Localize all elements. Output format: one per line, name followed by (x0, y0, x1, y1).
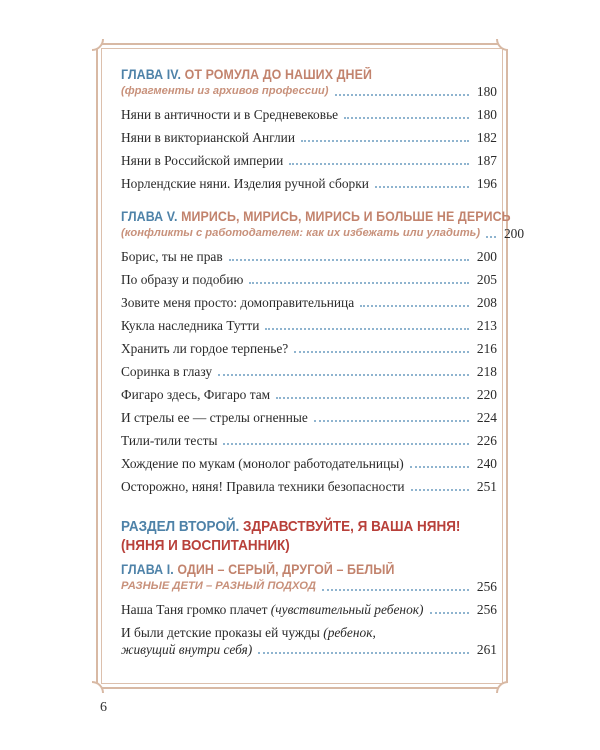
page-ref: 208 (476, 295, 497, 310)
toc-entry[interactable] (121, 248, 497, 265)
toc-entry[interactable] (121, 271, 497, 288)
table-of-contents (121, 66, 525, 658)
leader-dots (430, 612, 470, 614)
chapter-4-label: ГЛАВА IV. (121, 67, 185, 82)
leader-dots (344, 117, 469, 119)
chapter-5-name: МИРИСЬ, МИРИСЬ, МИРИСЬ И БОЛЬШЕ НЕ ДЕРИСЬ (181, 209, 511, 224)
chapter-4-subtitle-row[interactable] (121, 83, 497, 100)
toc-entry[interactable] (121, 363, 497, 380)
toc-entry-text: Няни в античности и в Средневековье (121, 107, 339, 122)
chapter-4-name: ОТ РОМУЛА ДО НАШИХ ДНЕЙ (184, 67, 373, 82)
toc-entry[interactable] (121, 175, 497, 192)
page-ref: 220 (476, 387, 497, 402)
toc-entry-text: Тили-тили тесты (121, 433, 218, 448)
page-ref: 187 (476, 153, 497, 168)
toc-entry[interactable] (121, 409, 497, 426)
leader-dots (375, 186, 469, 188)
chapter-4-title (121, 66, 467, 83)
page-ref: 180 (476, 107, 497, 122)
page-ref: 218 (476, 364, 497, 379)
toc-entry-text: Соринка в глазу (121, 364, 213, 379)
toc-entry-text: Хождение по мукам (монолог работодательницы) (121, 456, 404, 471)
chapter-1-subtitle: РАЗНЫЕ ДЕТИ – РАЗНЫЙ ПОДХОД (121, 580, 316, 592)
toc-entry[interactable] (121, 106, 497, 123)
page-ref: 240 (476, 456, 497, 471)
leader-dots (258, 652, 469, 654)
leader-dots (229, 259, 469, 261)
page-ref: 200 (476, 249, 497, 264)
leader-dots (249, 282, 469, 284)
page-ref: 216 (476, 341, 497, 356)
page-ref: 251 (476, 479, 497, 494)
leader-dots (322, 589, 469, 591)
leader-dots (360, 305, 469, 307)
chapter-1-subtitle-row[interactable] (121, 578, 497, 595)
toc-entry-text: Норлендские няни. Изделия ручной сборки (121, 176, 369, 191)
chapter-1-name: ОДИН – СЕРЫЙ, ДРУГОЙ – БЕЛЫЙ (177, 562, 395, 577)
section-2-title-line-2 (121, 536, 459, 555)
toc-entry-line-1 (121, 624, 497, 641)
page-ref: 200 (503, 226, 525, 241)
toc-entry-text: И стрелы ее — стрелы огненные (121, 410, 308, 425)
page-ref: 205 (476, 272, 497, 287)
toc-entry-text: Фигаро здесь, Фигаро там (121, 387, 271, 402)
page-ref: 224 (476, 410, 497, 425)
toc-entry-text (121, 601, 424, 618)
toc-entry-text: Хранить ли гордое терпенье? (121, 341, 289, 356)
page-ref: 180 (476, 84, 497, 99)
toc-entry-note: (чувствительный ребенок) (270, 602, 424, 617)
page-ref: 226 (476, 433, 497, 448)
leader-dots (301, 140, 469, 142)
leader-dots (410, 466, 469, 468)
toc-entry-text: Няни в викторианской Англии (121, 130, 295, 145)
toc-entry-text: Борис, ты не прав (121, 249, 223, 264)
toc-entry-note: (ребенок, (323, 625, 376, 640)
page-ref: 256 (476, 602, 497, 617)
chapter-4-subtitle: (фрагменты из архивов профессии) (121, 85, 329, 97)
section-2-name-cont: (НЯНЯ И ВОСПИТАННИК) (121, 537, 290, 554)
page-ref: 182 (476, 130, 497, 145)
leader-dots (223, 443, 469, 445)
toc-entry[interactable] (121, 455, 497, 472)
toc-entry[interactable] (121, 432, 497, 449)
toc-entry-note-cont: живущий внутри себя) (121, 642, 253, 657)
chapter-1-title (121, 561, 467, 578)
toc-entry-main: Наша Таня громко плачет (121, 602, 271, 617)
toc-entry-text: Зовите меня просто: домоправительница (121, 295, 355, 310)
section-2-label: РАЗДЕЛ ВТОРОЙ. (121, 518, 244, 535)
leader-dots (276, 397, 469, 399)
leader-dots (314, 420, 469, 422)
toc-entry[interactable] (121, 317, 497, 334)
toc-entry[interactable] (121, 129, 497, 146)
leader-dots (411, 489, 469, 491)
toc-entry-line-2 (121, 641, 497, 658)
toc-entry[interactable] (121, 478, 497, 495)
leader-dots (265, 328, 469, 330)
chapter-5-title (121, 208, 511, 225)
toc-entry-main: И были детские проказы ей чужды (121, 625, 324, 640)
page-ref: 256 (476, 579, 497, 594)
chapter-1-label: ГЛАВА I. (121, 562, 178, 577)
leader-dots (218, 374, 469, 376)
toc-entry[interactable] (121, 601, 497, 618)
leader-dots (486, 236, 496, 238)
page-ref: 213 (476, 318, 497, 333)
chapter-5-subtitle: (конфликты с работодателем: как их избежать или уладить) (121, 227, 481, 239)
toc-entry-text: Кукла наследника Тутти (121, 318, 260, 333)
section-2-heading (121, 517, 497, 555)
toc-entry[interactable] (121, 624, 497, 658)
toc-entry[interactable] (121, 340, 497, 357)
leader-dots (294, 351, 469, 353)
page-ref: 261 (476, 642, 497, 657)
page-number: 6 (100, 700, 107, 715)
toc-entry-text: По образу и подобию (121, 272, 244, 287)
section-2-name: ЗДРАВСТВУЙТЕ, Я ВАША НЯНЯ! (243, 518, 461, 535)
toc-entry-text: Осторожно, няня! Правила техники безопасности (121, 479, 405, 494)
chapter-5-label: ГЛАВА V. (121, 209, 182, 224)
toc-entry[interactable] (121, 386, 497, 403)
leader-dots (289, 163, 469, 165)
chapter-5-subtitle-row[interactable] (121, 225, 525, 242)
page-ref: 196 (476, 176, 497, 191)
section-2-title-line-1 (121, 517, 459, 536)
toc-entry[interactable] (121, 294, 497, 311)
toc-entry[interactable] (121, 152, 497, 169)
leader-dots (335, 94, 470, 96)
toc-entry-text: Няни в Российской империи (121, 153, 284, 168)
